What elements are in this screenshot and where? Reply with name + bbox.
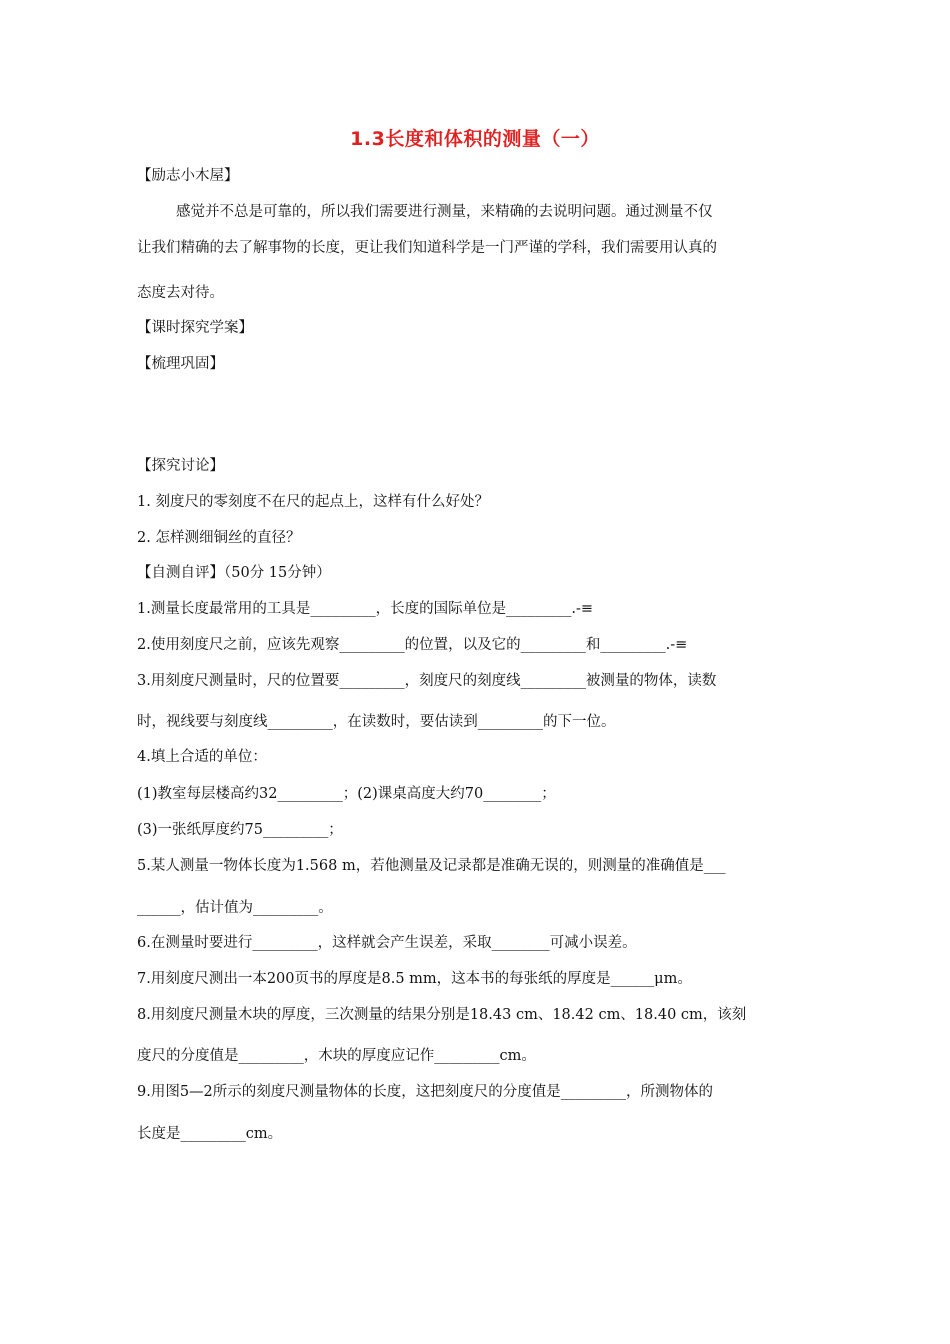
section-header-zice: 【自测自评】（50分 15分钟） [137, 565, 331, 581]
exercise-line: 9.用图5—2所示的刻度尺测量物体的长度，这把刻度尺的分度值是_________，所测物体的 [137, 1084, 714, 1100]
exercise-line: (3)一张纸厚度约75_________； [137, 822, 343, 838]
exercise-line: 7.用刻度尺测出一本200页书的厚度是8.5 mm，这本书的每张纸的厚度是______μm。 [137, 971, 692, 987]
exercise-line: (1)教室每层楼高约32_________；(2)课桌高度大约70________； [137, 786, 556, 802]
exercise-line: 5.某人测量一物体长度为1.568 m，若他测量及记录都是准确无误的，则测量的准确值是___ [137, 858, 726, 874]
paragraph-line: 态度去对待。 [137, 285, 224, 301]
exercise-line: 长度是_________cm。 [137, 1126, 283, 1142]
section-header-shuli: 【梳理巩固】 [137, 356, 224, 372]
exercise-line: 时，视线要与刻度线_________，在读数时，要估读到_________的下一位。 [137, 714, 616, 730]
section-header-lizhi: 【励志小木屋】 [137, 168, 239, 184]
exercise-line: 8.用刻度尺测量木块的厚度，三次测量的结果分别是18.43 cm、18.42 cm、18.40 cm，该刻 [137, 1007, 747, 1023]
page-title: 1.3长度和体积的测量（一） [350, 128, 600, 150]
exercise-line: 3.用刻度尺测量时，尺的位置要_________，刻度尺的刻度线_________被测量的物体，读数 [137, 673, 717, 689]
exercise-line: 1.测量长度最常用的工具是_________，长度的国际单位是_________.-≡ [137, 601, 593, 617]
exercise-line: 4.填上合适的单位： [137, 749, 267, 765]
exercise-line: 6.在测量时要进行_________，这样就会产生误差，采取________可减小误差。 [137, 935, 637, 951]
question-item: 2. 怎样测细铜丝的直径？ [137, 530, 301, 546]
paragraph-line: 让我们精确的去了解事物的长度，更让我们知道科学是一门严谨的学科，我们需要用认真的 [137, 240, 717, 256]
exercise-line: 2.使用刻度尺之前，应该先观察_________的位置，以及它的_________和_________.-≡ [137, 637, 688, 653]
exercise-line: 度尺的分度值是_________，木块的厚度应记作_________cm。 [137, 1048, 536, 1064]
section-header-keshi: 【课时探究学案】 [137, 320, 253, 336]
paragraph-line: 感觉并不总是可靠的，所以我们需要进行测量，来精确的去说明问题。通过测量不仅 [176, 204, 713, 220]
exercise-line: ______，估计值为_________。 [137, 900, 333, 916]
section-header-tanjiu: 【探究讨论】 [137, 458, 224, 474]
question-item: 1. 刻度尺的零刻度不在尺的起点上，这样有什么好处？ [137, 494, 489, 510]
